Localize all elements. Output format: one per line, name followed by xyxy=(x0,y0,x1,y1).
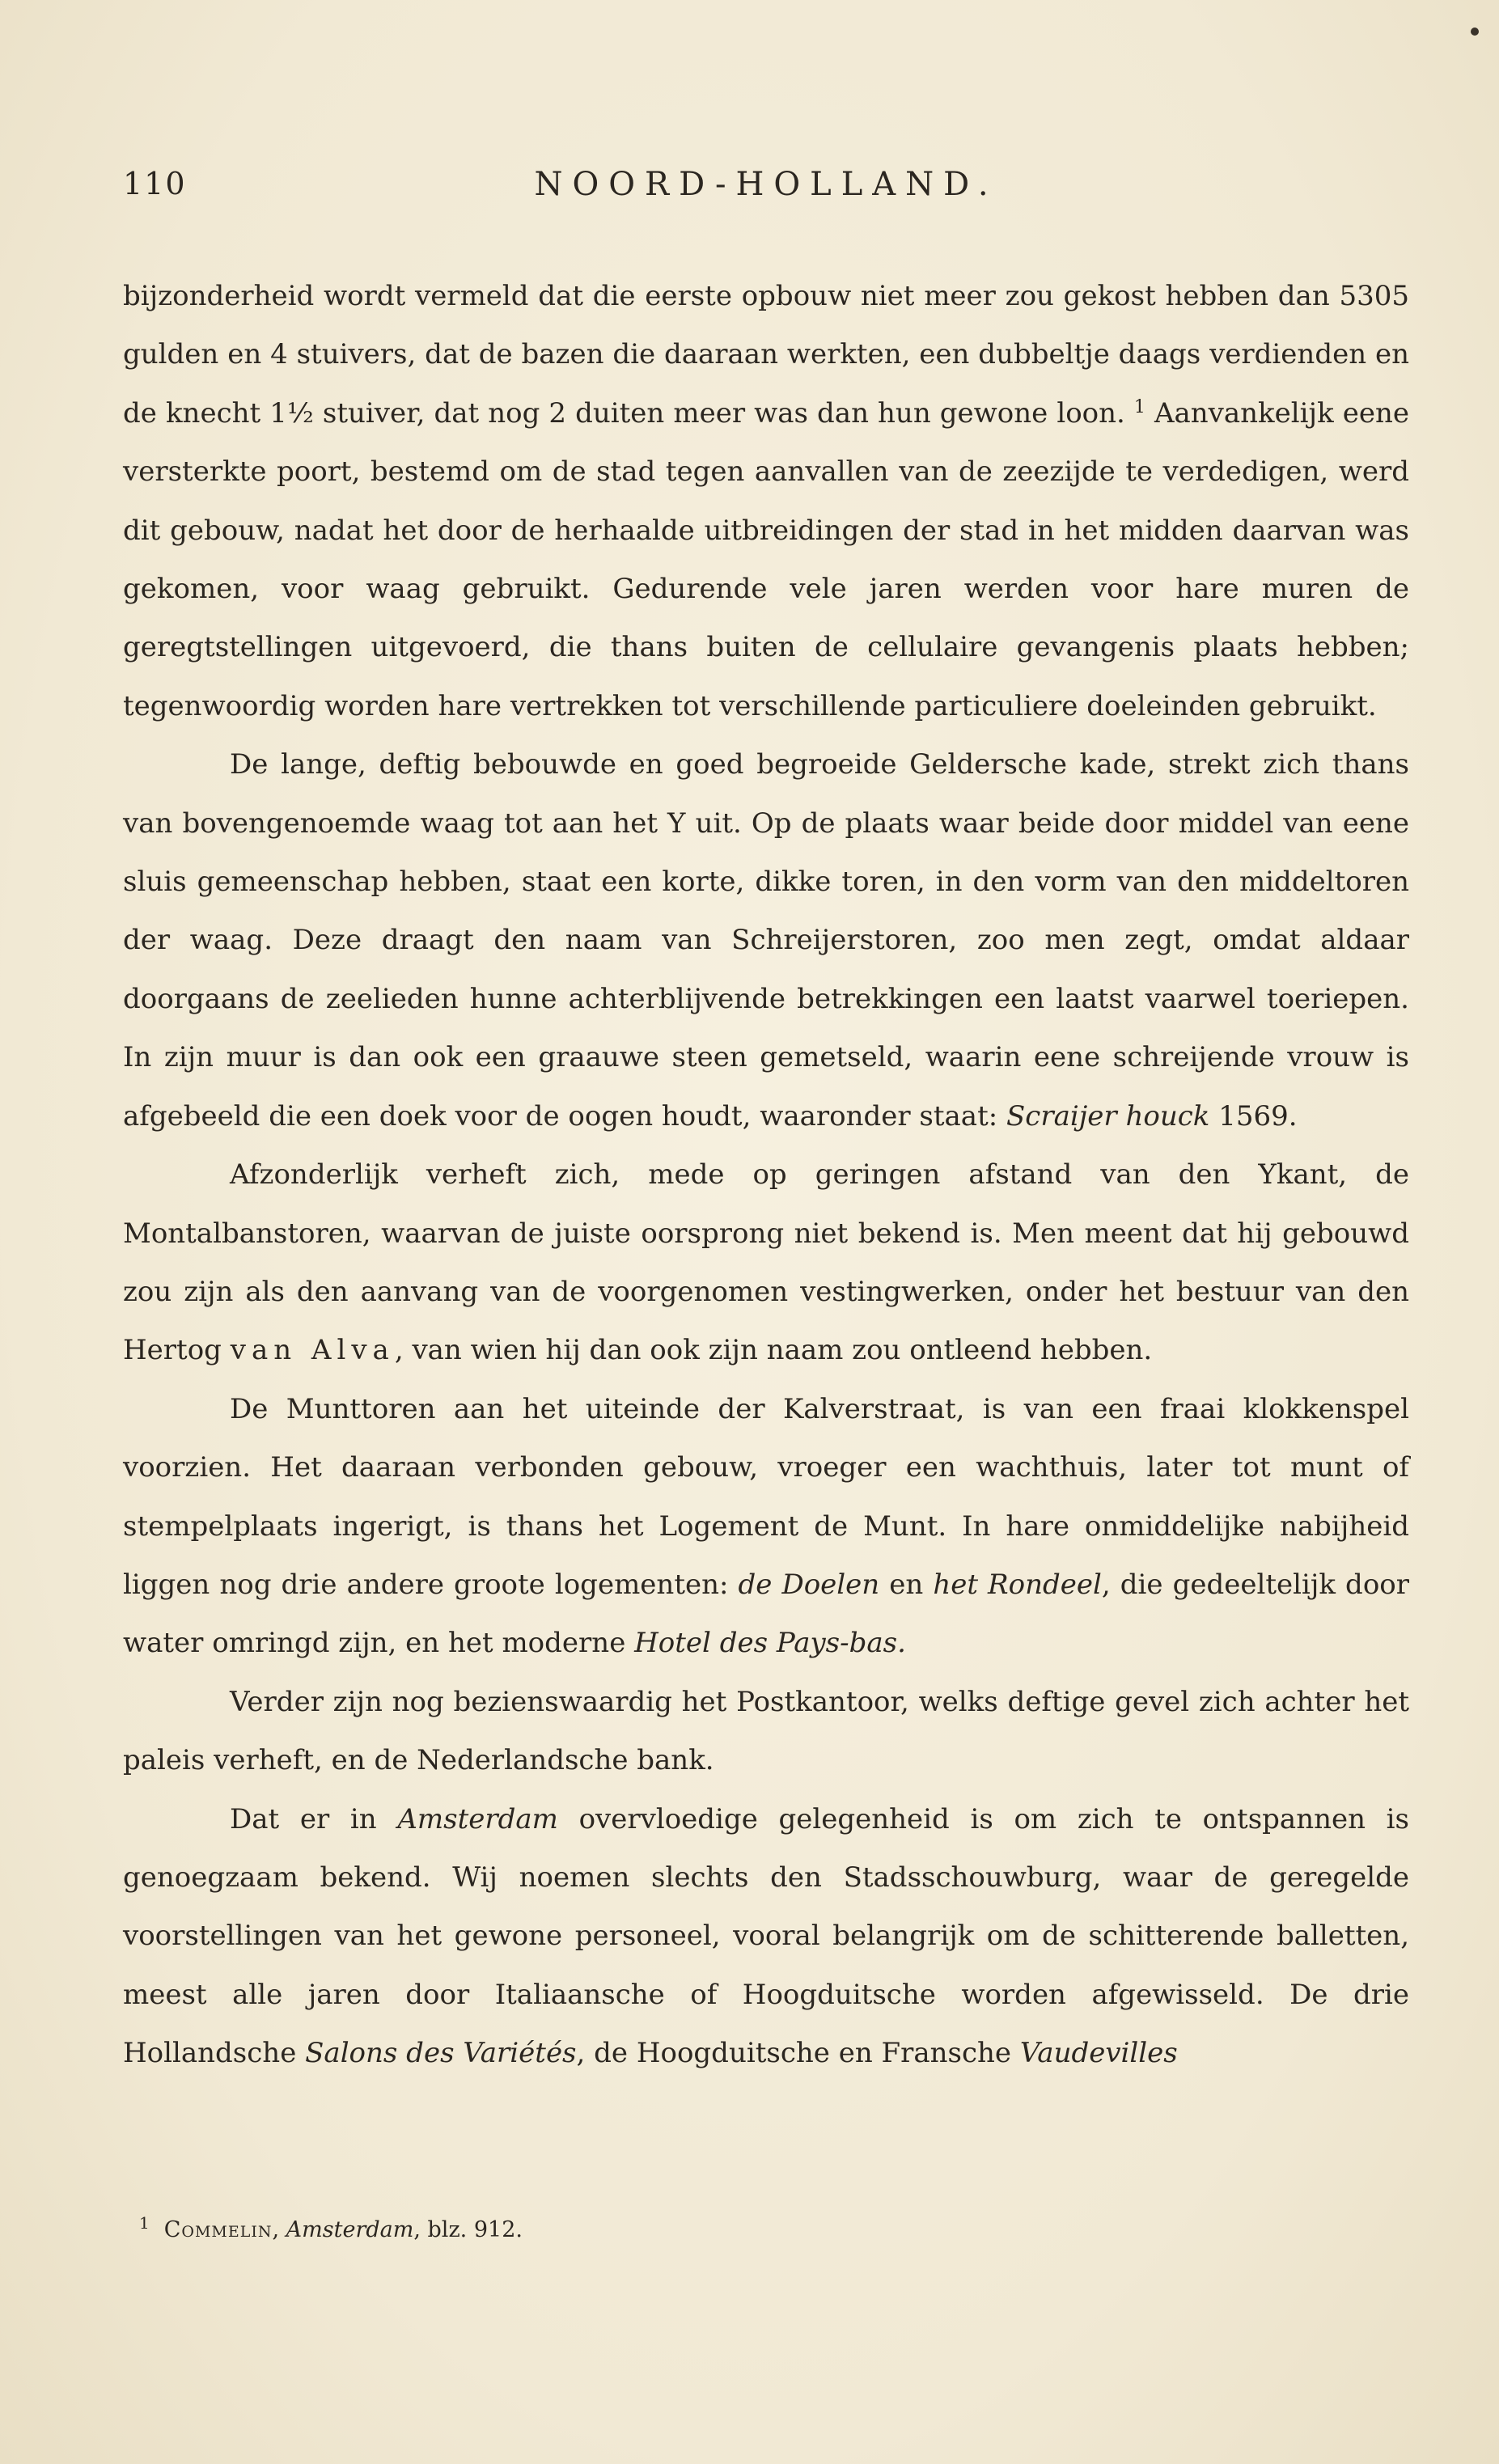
running-title: NOORD-HOLLAND. xyxy=(534,166,998,203)
footnote-work: Amsterdam xyxy=(286,2217,414,2242)
paragraph-3: Afzonderlijk verheft zich, mede op geringen afstand van den Ykant, de Montalbanstoren, waarvan de juiste oorsprong niet bekend is. Men meent dat hij gebouwd zou zijn als den aanvang van de voorgenomen vestingwerken, onder het bestuur van den Hertog van Alva, van wien hij dan ook zijn naam zou ontleend hebben. xyxy=(123,1158,1409,1367)
paragraph-4: De Munttoren aan het uiteinde der Kalverstraat, is van een fraai klokkenspel voorzien. Het daaraan verbonden gebouw, vroeger een wachthuis, later tot munt of stempelplaats ingerigt, is thans het Logement de Munt. In hare onmiddelijke nabijheid liggen nog drie andere groote logementen: de Doelen en het Rondeel, die gedeeltelijk door water omringd zijn, en het moderne Hotel des Pays-bas. xyxy=(123,1392,1410,1660)
footnote: $^1$ Commelin, Amsterdam, blz. 912. xyxy=(139,2213,523,2242)
inscription-text: Scraijer houck xyxy=(1006,1099,1210,1133)
paragraph-2: De lange, deftig bebouwde en goed begroeide Geldersche kade, strekt zich thans van bovengenoemde waag tot aan het Y uit. Op de plaats waar beide door middel van eene sluis gemeenschap hebben, staat een korte, dikke toren, in den vorm van den middeltoren der waag. Deze draagt den naam van Schreijerstoren, zoo men zegt, omdat aldaar doorgaans de zeelieden hunne achterblijvende betrekkingen een laatst vaarwel toeriepen. In zijn muur is dan ook een graauwe steen gemetseld, waarin eene schreijende vrouw is afgebeeld die een doek voor de oogen houdt, waaronder staat: Scraijer houck 1569. xyxy=(123,748,1409,1133)
footnote-reference: 1 xyxy=(1133,396,1145,417)
footnote-pages: , blz. 912. xyxy=(413,2217,523,2242)
paragraph-5: Verder zijn nog bezienswaardig het Postkantoor, welks deftige gevel zich achter het paleis verheft, en de Nederlandsche bank. xyxy=(123,1685,1409,1777)
page-header xyxy=(123,166,1409,222)
footnote-author: Commelin xyxy=(163,2217,273,2242)
spaced-name: van Alva xyxy=(230,1334,395,1367)
paragraph-1: bijzonderheid wordt vermeld dat die eerste opbouw niet meer zou gekost hebben dan 5305 gulden en 4 stuivers, dat de bazen die daaraan werkten, een dubbeltje daags verdienden en de knecht 1½ stuiver, dat nog 2 duiten meer was dan hun gewone loon. $^1$ Aanvankelijk eene versterkte poort, bestemd om de stad tegen aanvallen van de zeezijde te verdedigen, werd dit gebouw, nadat het door de herhaalde uitbreidingen der stad in het midden daarvan was gekomen, voor waag gebruikt. Gedurende vele jaren werden voor hare muren de geregtstellingen uitgevoerd, die thans buiten de cellulaire gevangenis plaats hebben; tegenwoordig worden hare vertrekken tot verschillende particuliere doeleinden gebruikt. xyxy=(123,280,1409,722)
paper-speck xyxy=(1471,28,1479,36)
page-number: 110 xyxy=(123,166,187,201)
footnote-mark: 1 xyxy=(139,2213,150,2233)
body-text xyxy=(123,267,1409,2083)
paragraph-6: Dat er in Amsterdam overvloedige gelegenheid is om zich te ontspannen is genoegzaam bekend. Wij noemen slechts den Stadsschouwburg, waar de geregelde voorstellingen van het gewone personeel, vooral belangrijk om de schitterende balletten, meest alle jaren door Italiaansche of Hoogduitsche worden afgewisseld. De drie Hollandsche Salons des Variétés, de Hoogduitsche en Fransche Vaudevilles xyxy=(123,1802,1409,2070)
